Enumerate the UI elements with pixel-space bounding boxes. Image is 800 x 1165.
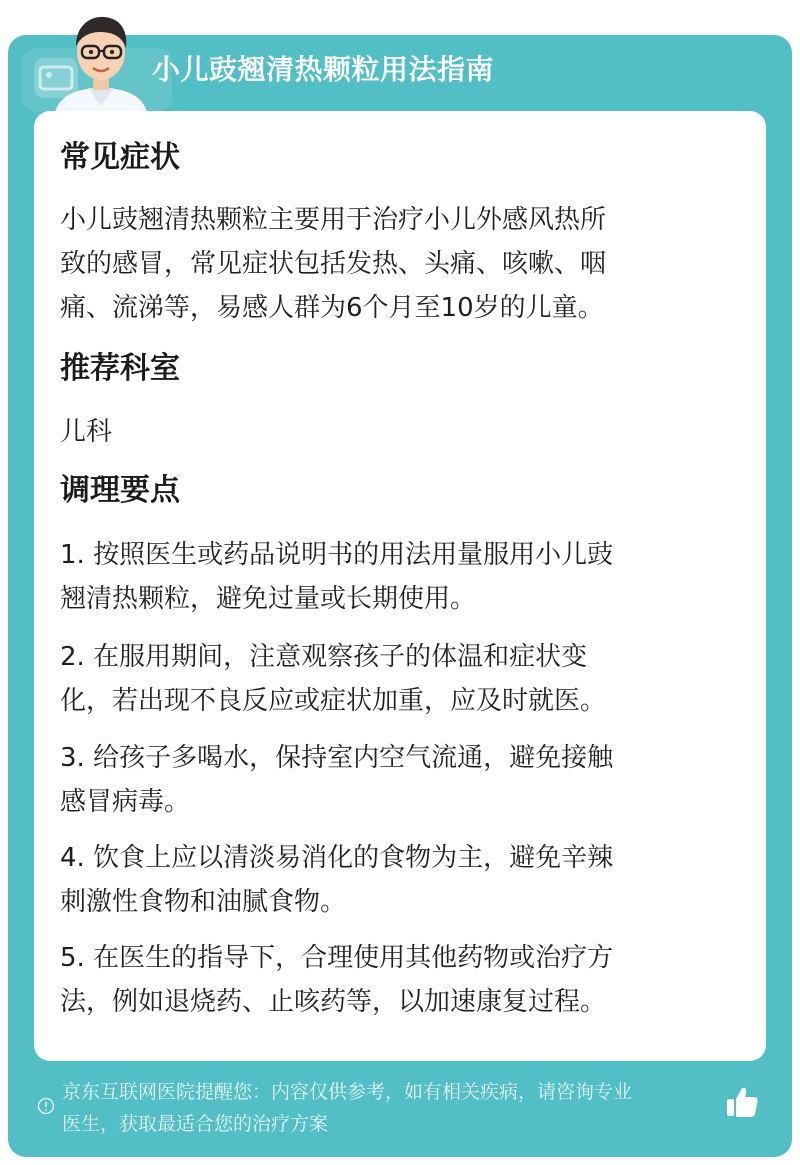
text-line: 1. 按照医生或药品说明书的用法用量服用小儿豉: [60, 540, 614, 570]
care-item: [60, 635, 728, 723]
section-heading-department: 推荐科室: [60, 351, 180, 386]
care-item: [60, 533, 728, 621]
symptoms-paragraph: [60, 198, 728, 330]
text-line: 致的感冒，常见症状包括发热、头痛、咳嗽、咽: [60, 249, 607, 279]
text-line: 5. 在医生的指导下，合理使用其他药物或治疗方: [60, 943, 614, 973]
text-line: 4. 饮食上应以清淡易消化的食物为主，避免辛辣: [60, 843, 614, 873]
text-line: 翘清热颗粒，避免过量或长期使用。: [60, 584, 477, 614]
text-line: 痛、流涕等，易感人群为6个月至10岁的儿童。: [60, 293, 604, 323]
footer-disclaimer: [62, 1076, 728, 1140]
text-line: 化，若出现不良反应或症状加重，应及时就医。: [60, 686, 607, 716]
page-title: 小儿豉翘清热颗粒用法指南: [152, 53, 495, 86]
footer-line: 京东互联网医院提醒您：内容仅供参考，如有相关疾病，请咨询专业: [62, 1081, 633, 1103]
text-line: 2. 在服用期间，注意观察孩子的体温和症状变: [60, 642, 588, 672]
care-item: [60, 936, 728, 1024]
text-line: 法，例如退烧药、止咳药等，以加速康复过程。: [60, 987, 607, 1017]
thumbs-up-icon[interactable]: [724, 1084, 760, 1120]
care-item: [60, 736, 728, 824]
department-value: 儿科: [60, 417, 113, 447]
text-line: 小儿豉翘清热颗粒主要用于治疗小儿外感风热所: [60, 205, 607, 235]
section-heading-symptoms: 常见症状: [60, 140, 180, 175]
text-line: 刺激性食物和油腻食物。: [60, 887, 347, 917]
doctor-avatar-icon: [46, 8, 156, 118]
section-heading-care: 调理要点: [60, 473, 180, 508]
footer-line: 医生，获取最适合您的治疗方案: [62, 1113, 329, 1135]
text-line: 感冒病毒。: [60, 787, 191, 817]
text-line: 3. 给孩子多喝水，保持室内空气流通，避免接触: [60, 743, 614, 773]
care-item: [60, 836, 728, 924]
info-icon: [37, 1097, 55, 1115]
